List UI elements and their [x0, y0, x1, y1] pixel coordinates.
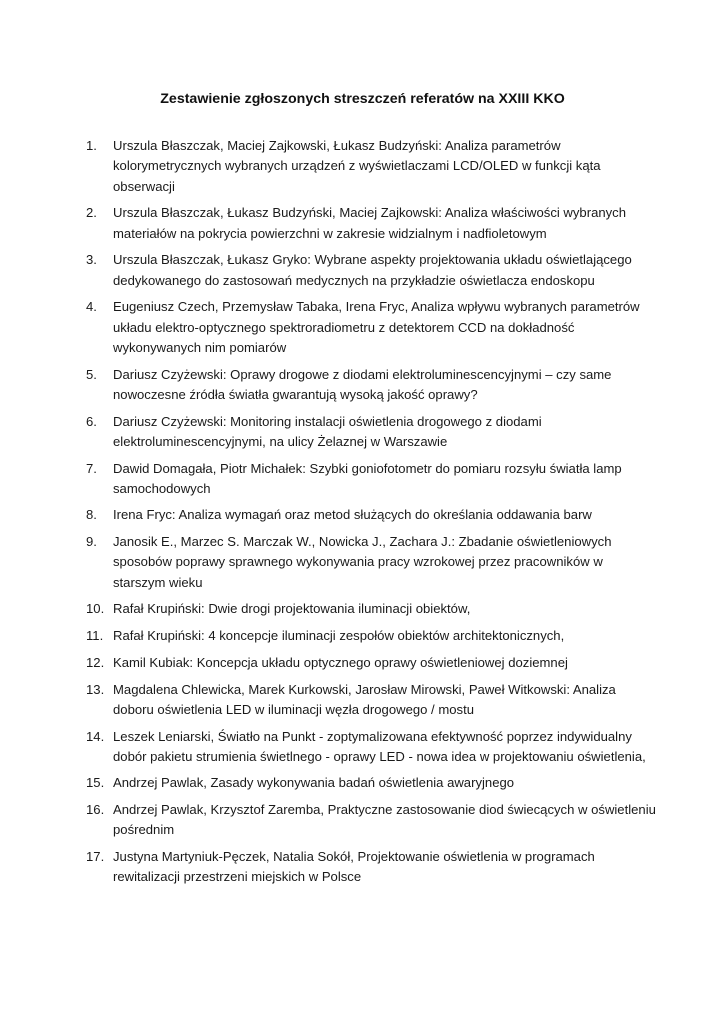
item-number: 17.	[86, 849, 105, 865]
item-number: 16.	[86, 802, 105, 818]
list-item	[86, 773, 656, 793]
list-item	[86, 250, 656, 291]
item-text: Urszula Błaszczak, Łukasz Gryko: Wybrane aspekty projektowania układu oświetlającego dedykowanego do zastosowań medycznych na przykładzie oświetlacza endoskopu	[113, 252, 632, 288]
list-item	[86, 136, 656, 197]
item-text: Dariusz Czyżewski: Oprawy drogowe z diodami elektroluminescencyjnymi – czy same nowoczesne źródła światła gwarantują wysoką jakość oprawy?	[113, 366, 612, 402]
item-number: 12.	[86, 654, 105, 670]
list-item	[86, 297, 656, 358]
item-number: 2.	[86, 205, 97, 221]
item-text: Leszek Leniarski, Światło na Punkt - zoptymalizowana efektywność poprzez indywidualny dobór pakietu strumienia świetlnego - oprawy LED - nowa idea w projektowaniu oświetlenia,	[113, 728, 646, 764]
item-text: Irena Fryc: Analiza wymagań oraz metod służących do określania oddawania barw	[113, 507, 592, 523]
item-text: Andrzej Pawlak, Krzysztof Zaremba, Praktyczne zastosowanie diod świecących w oświetleniu pośrednim	[113, 802, 656, 838]
item-text: Rafał Krupiński: Dwie drogi projektowania iluminacji obiektów,	[113, 601, 471, 617]
item-number: 4.	[86, 299, 97, 315]
list-item	[86, 505, 656, 525]
item-number: 6.	[86, 413, 97, 429]
list-item	[86, 800, 656, 841]
item-text: Janosik E., Marzec S. Marczak W., Nowicka J., Zachara J.: Zbadanie oświetleniowych sposobów poprawy sprawnego wykonywania pracy wzrokowej przez pracowników w starszym wieku	[113, 534, 612, 590]
item-text: Dawid Domagała, Piotr Michałek: Szybki goniofotometr do pomiaru rozsyłu światła lamp samochodowych	[113, 460, 622, 496]
item-text: Dariusz Czyżewski: Monitoring instalacji oświetlenia drogowego z diodami elektroluminescencyjnymi, na ulicy Żelaznej w Warszawie	[113, 413, 542, 449]
list-item	[86, 653, 656, 673]
item-text: Urszula Błaszczak, Łukasz Budzyński, Maciej Zajkowski: Analiza właściwości wybranych materiałów na pokrycia powierzchni w zakresie widzialnym i nadfioletowym	[113, 205, 627, 241]
item-text: Urszula Błaszczak, Maciej Zajkowski, Łukasz Budzyński: Analiza parametrów kolorymetrycznych wybranych urządzeń z wyświetlaczami LCD/OLED w funkcji kąta obserwacji	[113, 138, 601, 194]
item-text: Magdalena Chlewicka, Marek Kurkowski, Jarosław Mirowski, Paweł Witkowski: Analiza doboru oświetlenia LED w iluminacji węzła drogowego / mostu	[113, 681, 616, 717]
item-number: 1.	[86, 138, 97, 153]
list-item	[86, 203, 656, 244]
document-title: Zestawienie zgłoszonych streszczeń referatów na XXIII KKO	[160, 91, 565, 107]
item-number: 3.	[86, 252, 97, 268]
abstract-list	[86, 136, 656, 894]
item-number: 10.	[86, 601, 105, 617]
list-item	[86, 365, 656, 406]
item-number: 15.	[86, 775, 105, 791]
item-number: 5.	[86, 366, 97, 382]
item-number: 7.	[86, 460, 97, 476]
list-item	[86, 847, 656, 888]
item-text: Andrzej Pawlak, Zasady wykonywania badań oświetlenia awaryjnego	[113, 775, 515, 791]
item-text: Rafał Krupiński: 4 koncepcje iluminacji zespołów obiektów architektonicznych,	[113, 628, 565, 644]
item-text: Eugeniusz Czech, Przemysław Tabaka, Irena Fryc, Analiza wpływu wybranych parametrów układu elektro-optycznego spektroradiometru z detektorem CCD na dokładność wykonywanych nim pomiarów	[113, 299, 640, 355]
list-item	[86, 599, 656, 619]
item-number: 14.	[86, 728, 105, 744]
item-number: 11.	[86, 628, 104, 644]
list-item	[86, 532, 656, 593]
list-item	[86, 626, 656, 646]
list-item	[86, 727, 656, 768]
item-number: 9.	[86, 534, 97, 550]
list-item	[86, 680, 656, 721]
item-number: 13.	[86, 681, 105, 697]
item-number: 8.	[86, 507, 97, 523]
item-text: Justyna Martyniuk-Pęczek, Natalia Sokół, Projektowanie oświetlenia w programach rewitalizacji przestrzeni miejskich w Polsce	[113, 849, 595, 885]
list-item	[86, 459, 656, 500]
list-item	[86, 412, 656, 453]
item-text: Kamil Kubiak: Koncepcja układu optycznego oprawy oświetleniowej doziemnej	[113, 654, 568, 670]
